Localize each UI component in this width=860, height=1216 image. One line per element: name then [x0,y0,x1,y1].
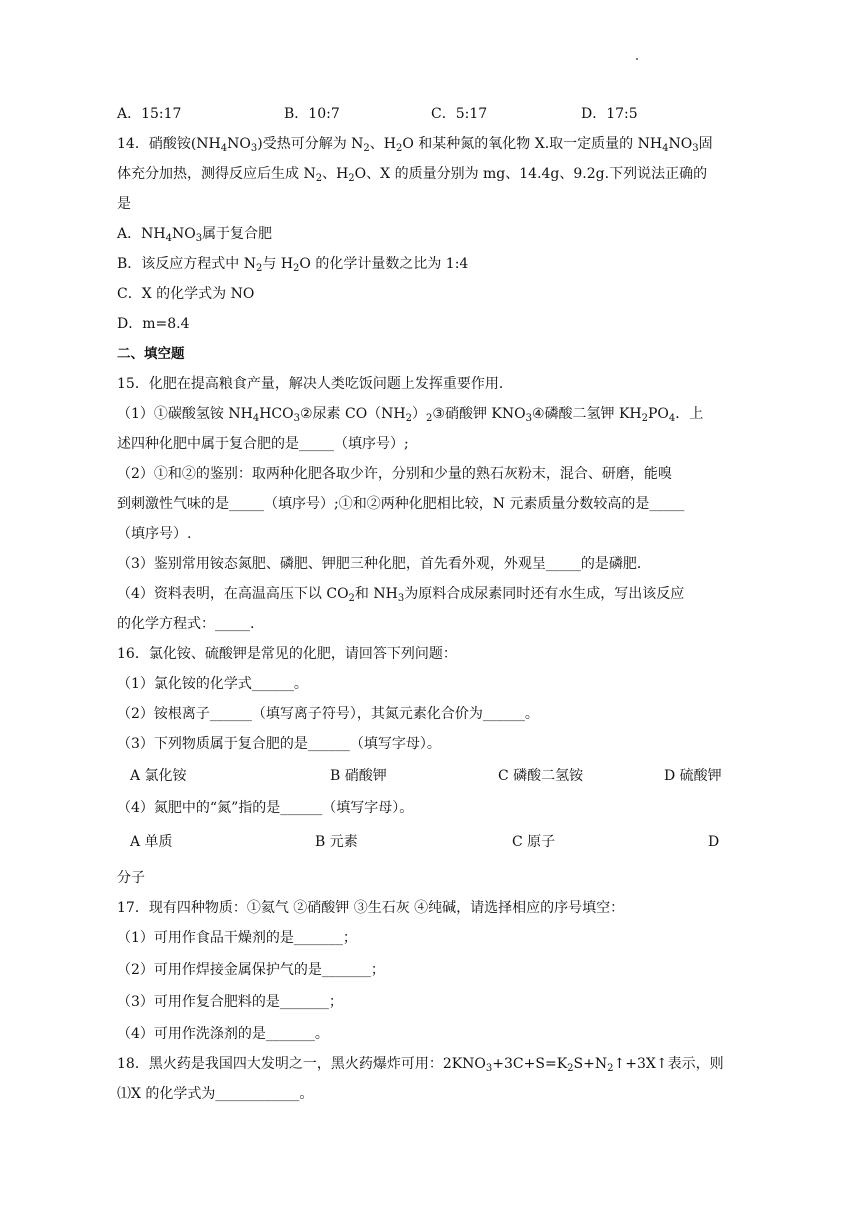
q14-stem-line1: 14．硝酸铵$(NH_4NO_3)$受热可分解为 $N_2$、$H_2O$ 和某种氮的氧化物 X.取一定质量的 $NH_4NO_3$固 [117,136,713,154]
q16-part1: （1）氯化铵的化学式______。 [117,676,308,692]
q17-stem: 17．现有四种物质：①氦气 ②硝酸钾 ③生石灰 ④纯碱，请选择相应的序号填空： [117,900,625,916]
q15-part1-line1: （1）①碳酸氢铵 $NH_4HCO_3②$尿素 $CO(NH_2)_2③$硝酸钾 $KNO_3④$磷酸二氢钾 $KH_2PO_4$．上 [117,406,704,424]
page-dot [636,58,638,60]
q14-option-a: A．$NH_4NO_3$属于复合肥 [117,226,273,244]
q15-part2-line1: （2）①和②的鉴别：取两种化肥各取少许，分别和少量的熟石灰粉末，混合、研磨，能嗅 [117,466,672,482]
q18-stem-line2: ⑴X 的化学式为____________。 [117,1086,314,1102]
q14-option-d: D．m=8.4 [117,316,190,332]
section-title-fill-in: 二、填空题 [117,346,185,362]
q14-option-c: C．X 的化学式为 NO [117,286,255,302]
q16-part4-option-d-text: 分子 [117,870,145,886]
q13-option-b: B．10:7 [284,106,340,122]
q16-part3: （3）下列物质属于复合肥的是______（填写字母）。 [117,736,441,752]
q15-part4-line1: （4）资料表明，在高温高压下以 $CO_2$和 $NH_3$为原料合成尿素同时还有水生成，写出该反应 [117,586,685,604]
q16-part3-option-c: C 磷酸二氢铵 [498,768,584,784]
q16-part4-option-a: A 单质 [130,834,173,850]
q13-option-a: A．15:17 [117,106,182,122]
q16-part4-option-b: B 元素 [315,834,358,850]
q18-stem-line1: 18．黑火药是我国四大发明之一，黑火药爆炸可用：$2KNO_3+3C+S=K_2S+N_2↑+3X↑$表示，则 [117,1056,724,1074]
q14-option-b: B．该反应方程式中 $N_2$与 $H_2O$ 的化学计量数之比为 1:4 [117,256,469,274]
q15-part4-line2: 的化学方程式：_____. [117,616,255,632]
q17-part2: （2）可用作焊接金属保护气的是_______； [117,962,385,978]
q15-part2-line2: 到刺激性气味的是_____（填序号）;①和②两种化肥相比较，N 元素质量分数较高的是_____ [117,496,685,512]
q16-part3-option-a: A 氯化铵 [130,768,187,784]
q16-part4: （4）氮肥中的“氮”指的是______（填写字母）。 [117,800,414,816]
q16-part2: （2）铵根离子______（填写离子符号），其氮元素化合价为______。 [117,706,539,722]
q15-part3: （3）鉴别常用铵态氮肥、磷肥、钾肥三种化肥，首先看外观，外观呈_____的是磷肥． [117,556,651,572]
q16-part3-option-d: D 硫酸钾 [664,768,722,784]
q13-option-d: D．17:5 [581,106,638,122]
q13-option-c: C．5:17 [431,106,488,122]
q16-stem: 16．氯化铵、硫酸钾是常见的化肥，请回答下列问题： [117,646,457,662]
q14-stem-line3: 是 [117,196,131,212]
q16-part4-option-c: C 原子 [512,834,556,850]
q15-part1-line2: 述四种化肥中属于复合肥的是_____（填序号）; [117,436,409,452]
q15-part2-line3: （填序号）. [117,526,192,542]
q14-stem-line2: 体充分加热，测得反应后生成 $N_2$、$H_2O$、X 的质量分别为 mg、14.4g、9.2g.下列说法正确的 [117,166,708,184]
q17-part4: （4）可用作洗涤剂的是_______。 [117,1026,329,1042]
q17-part3: （3）可用作复合肥料的是_______； [117,994,343,1010]
q16-part4-option-d: D [708,834,720,850]
q16-part3-option-b: B 硝酸钾 [330,768,387,784]
q17-part1: （1）可用作食品干燥剂的是_______； [117,930,357,946]
q15-stem: 15．化肥在提高粮食产量，解决人类吃饭问题上发挥重要作用． [117,376,513,392]
